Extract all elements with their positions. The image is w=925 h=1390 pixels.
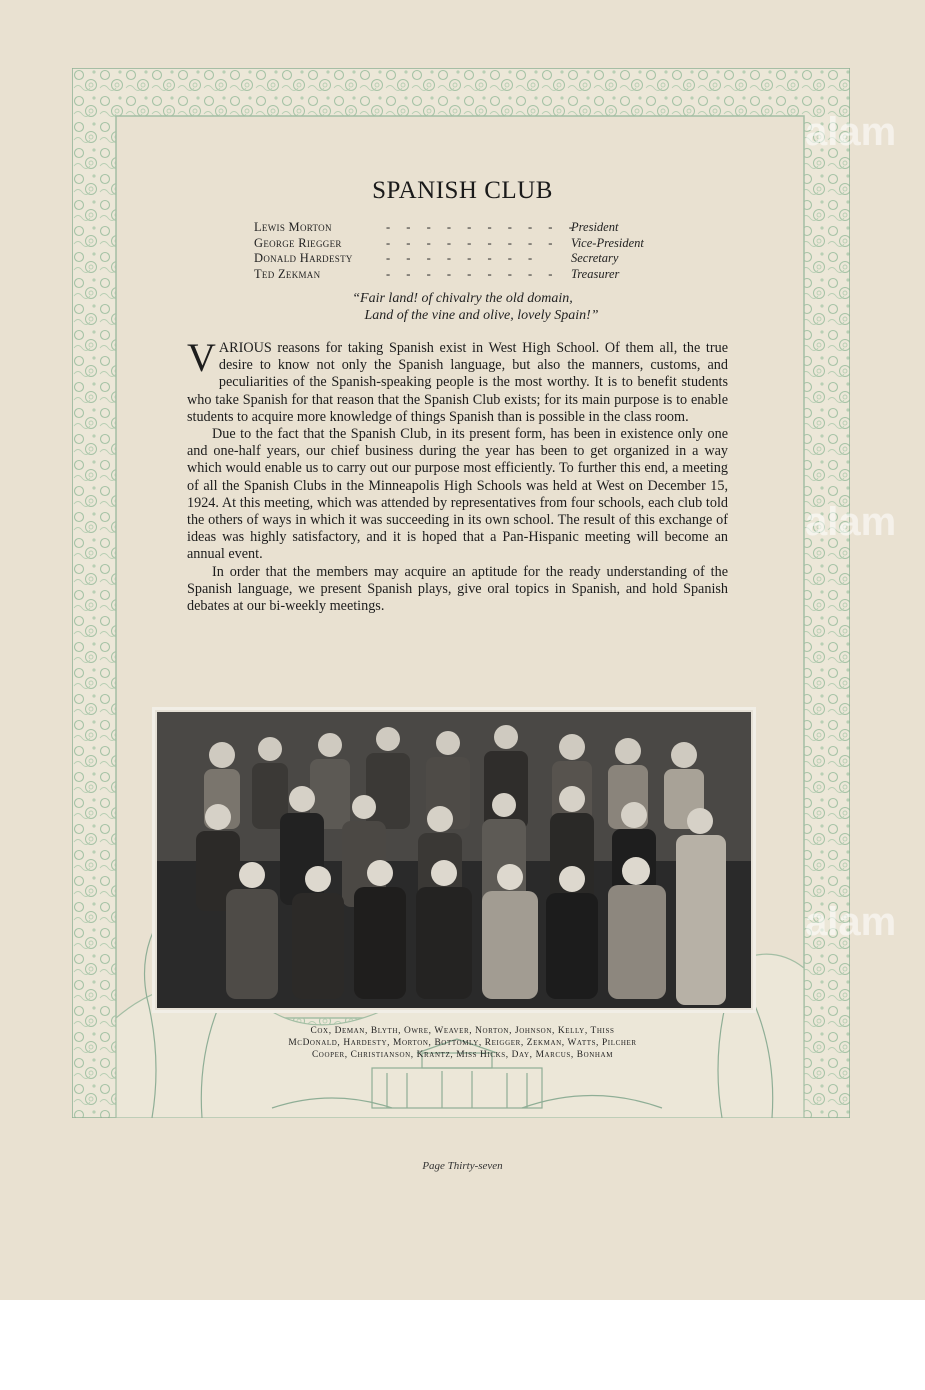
epigraph-quote [0,290,925,324]
caption-line-2: McDonald, Hardesty, Morton, Bottomly, Reigger, Zekman, Watts, Pilcher [288,1038,637,1048]
quote-line-2: Land of the vine and olive, lovely Spain!” [364,308,599,323]
caption-line-3: Cooper, Christianson, Krantz, Miss Hicks, Day, Marcus, Bonham [311,1050,614,1060]
officer-row [254,236,674,252]
quote-line-1: “Fair land! of chivalry the old domain, [352,291,573,306]
drop-cap: V [187,335,216,380]
paragraph-2: Due to the fact that the Spanish Club, in its present form, has been in existence only one and one-half years, our chief business during the year has been to get organized in a way which would enable us to carry out our purpose most efficiently. To further this end, a meeting of all the Spanish Clubs in the Minneapolis High Schools was held at West on December 15, 1924. At this meeting, which was attended by representatives from four schools, each club told the others of ways in which it was succeeding in its own school. The result of this exchange of ideas was highly satisfactory, and it is hoped that a Pan-Hispanic meeting will become an annual event. [187,426,728,563]
page-title: SPANISH CLUB [372,177,553,204]
watermark-text: alam [805,110,897,154]
officer-name: George Riegger [254,235,342,250]
watermark-text: alam [805,900,897,944]
officer-name: Ted Zekman [254,266,321,281]
paragraph-1-text: ARIOUS reasons for taking Spanish exist in West High School. Of them all, the true desire to know not only the Spanish language, but also the manners, customs, and peculiarities of the Spanish-speaking people is the most worthy. It is to benefit students who take Spanish for that reason that the Spanish Club exists; for its main purpose is to enable students to acquire more knowledge of things Spanish than is possible in the class room. [187,340,728,425]
article-body [187,335,728,615]
officer-role: Secretary [571,251,619,265]
caption-line-1: Cox, Deman, Blyth, Owre, Weaver, Norton, Johnson, Kelly, Thiss [310,1026,615,1036]
officer-name: Donald Hardesty [254,251,353,265]
leader-dots: - - - - - - - - - - [386,220,580,234]
bottom-strip [0,1300,925,1390]
officer-row [254,251,674,267]
leader-dots: - - - - - - - - - [386,266,559,281]
officer-role: Treasurer [571,266,620,281]
watermark-text: alam [805,500,897,544]
leader-dots: - - - - - - - - - [386,235,559,250]
officers-list [254,220,674,282]
officer-row [254,267,674,283]
group-photo [152,707,756,1013]
officer-role: Vice-President [571,235,644,250]
officer-row [254,220,674,236]
photo-caption [0,1025,925,1061]
officer-name: Lewis Morton [254,220,332,234]
paragraph-3: In order that the members may acquire an aptitude for the ready understanding of the Spanish language, we present Spanish plays, give oral topics in Spanish, and hold Spanish debates at our bi-weekly meetings. [187,563,728,615]
leader-dots: - - - - - - - - [386,251,539,265]
page-number: Page Thirty-seven [422,1160,503,1172]
paragraph-1 [187,335,728,426]
officer-role: President [571,220,619,234]
